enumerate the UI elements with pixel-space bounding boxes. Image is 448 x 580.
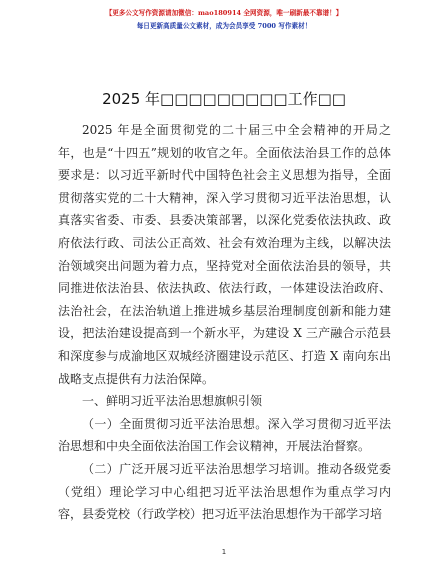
intro-paragraph: 2025 年是全面贯彻党的二十届三中全会精神的开局之年，也是“十四五”规划的收官之年。全面依法治县工作的总体要求是：以习近平新时代中国特色社会主义思想为指导，全面贯彻落实党的二十大精神，深入学习贯彻习近平法治思想，认真落实省委、市委、县委决策部署，以深化党委依法执政、政府依法行政、司法公正高效、社会有效治理为主线，以解决法治领域突出问题为着力点，坚持党对全面依法治县的领导，共同推进依法治县、依法执政、依法行政，一体建设法治政府、法治社会，在法治轨道上推进城乡基层治理制度创新和能力建设，把法治建设提高到一个新水平，为建设 X 三产融合示范县和深度参与成渝地区双城经济圈建设示范区、打造 X 南向东出战略支点提供有力法治保障。 xyxy=(58,123,391,386)
page-number: 1 xyxy=(221,548,227,556)
promo-banner-line-1: 【更多公文写作资源请加微信：mao180914 全网资源，唯一刷新最不靠谱！】 xyxy=(105,9,343,17)
document-title: 2025 年□□□□□□□□□工作□□ xyxy=(102,90,346,108)
list-item: （二）广泛开展习近平法治思想学习培训。推动各级党委（党组）理论学习中心组把习近平法治思想作为重点学习内容，县委党校（行政学校）把习近平法治思想作为干部学习培 xyxy=(58,461,391,522)
promo-banner-line-2: 每日更新高质量公文素材，成为会员享受 7000 写作素材！ xyxy=(136,22,312,30)
document-body xyxy=(58,119,391,526)
list-item: （一）全面贯彻习近平法治思想。深入学习贯彻习近平法治思想和中央全面依法治国工作会议精神，开展法治督察。 xyxy=(58,416,391,454)
section-heading: 一、鲜明习近平法治思想旗帜引领 xyxy=(82,394,263,409)
